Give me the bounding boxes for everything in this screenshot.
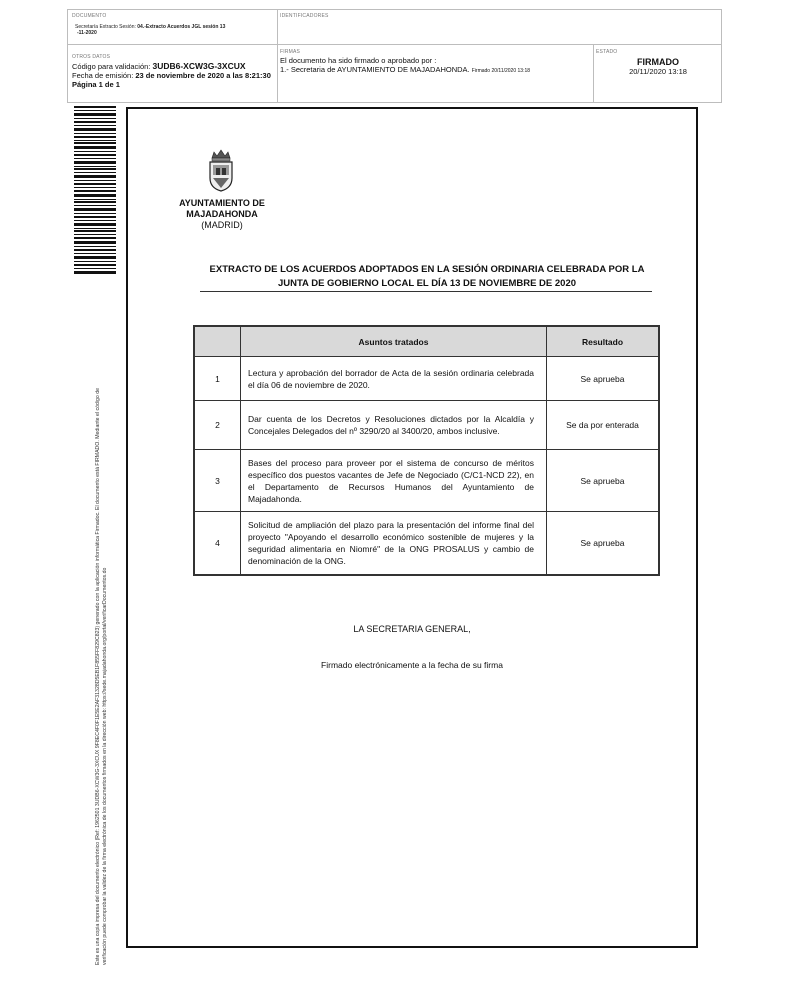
table-row	[194, 450, 659, 512]
signature-role: LA SECRETARIA GENERAL,	[353, 624, 471, 634]
codigo-validacion: Código para validación: 3UDB6-XCW3G-3XCUX	[72, 61, 246, 71]
row-result: Se da por enterada	[547, 401, 660, 450]
estado-date: 20/11/2020 13:18	[629, 67, 687, 76]
header-asuntos: Asuntos tratados	[241, 326, 547, 357]
header-resultado: Resultado	[547, 326, 660, 357]
signature-note: Firmado electrónicamente a la fecha de su firma	[321, 660, 503, 670]
documento-cell	[72, 13, 272, 36]
estado-cell	[596, 49, 720, 76]
documento-value-line2: -11-2020	[77, 30, 97, 36]
pagina: Página 1 de 1	[72, 80, 120, 89]
identificadores-cell	[280, 13, 329, 19]
row-result: Se aprueba	[547, 450, 660, 512]
table-row	[194, 512, 659, 575]
firmas-label: FIRMAS	[280, 49, 301, 55]
barcode	[74, 106, 116, 276]
row-description: Dar cuenta de los Decretos y Resoluciones dictados por la Alcaldía y Concejales Delegados del nº 3290/20 al 3400/20, ambos inclusive.	[241, 401, 547, 450]
document-title: EXTRACTO DE LOS ACUERDOS ADOPTADOS EN LA SESIÓN ORDINARIA CELEBRADA POR LA JUNTA DE GOBIERNO LOCAL EL DÍA 13 DE NOVIEMBRE DE 2020	[209, 264, 645, 289]
agenda-table	[193, 325, 660, 576]
row-number: 2	[194, 401, 241, 450]
documento-label: DOCUMENTO	[72, 13, 107, 19]
row-number: 1	[194, 357, 241, 401]
documento-value: Secretaría Extracto Sesión: 04.-Extracto Acuerdos JGL sesión 13	[75, 24, 226, 30]
firma-entry: 1.- Secretaria de AYUNTAMIENTO DE MAJADAHONDA. Firmado 20/11/2020 13:18	[280, 65, 531, 74]
row-number: 4	[194, 512, 241, 575]
table-row	[194, 401, 659, 450]
title-underline	[200, 291, 652, 292]
row-result: Se aprueba	[547, 357, 660, 401]
otros-datos-label: OTROS DATOS	[72, 54, 111, 60]
organization-name: AYUNTAMIENTO DE MAJADAHONDA (MADRID)	[179, 198, 265, 230]
row-description: Lectura y aprobación del borrador de Acta de la sesión ordinaria celebrada el día 06 de noviembre de 2020.	[241, 357, 547, 401]
table-row	[194, 357, 659, 401]
document-header	[67, 9, 722, 103]
row-result: Se aprueba	[547, 512, 660, 575]
estado-label: ESTADO	[596, 49, 618, 55]
row-description: Solicitud de ampliación del plazo para la presentación del informe final del proyecto "Apoyando el desarrollo económico sostenible de mujeres y la seguridad alimentaria en Niomré" de la ONG PROSALUS y cambio de denominación de la ONG.	[241, 512, 547, 575]
identificadores-label: IDENTIFICADORES	[280, 13, 329, 19]
verification-note: Este es una copia impresa del documento electrónico (Ref: 1962501 3UDB6-XCW3G-3XCUX 9F8EC4F0F1E5E2AF31328D5EB1F855FF829C823) generado con la aplicación informática Firmadoc. El documento está FIRMADO. Mediante el código de verificación puede comprobar la validez de la firma electrónica de los documentos firmados en la dirección web: https://sede.majadahonda.org/portal/verificarDocumentos.do	[95, 388, 108, 965]
firmas-cell	[280, 49, 592, 76]
otros-datos-cell	[72, 54, 276, 89]
fecha-emision: Fecha de emisión: 23 de noviembre de 2020 a las 8:21:30	[72, 71, 271, 80]
coat-of-arms-icon	[207, 148, 235, 193]
row-description: Bases del proceso para proveer por el sistema de concurso de méritos específico dos puestos vacantes de Jefe de Negociado (C/C1-NCD 22), en el Departamento de Recursos Humanos del Ayuntamiento de Majadahonda.	[241, 450, 547, 512]
firmas-text: El documento ha sido firmado o aprobado por :	[280, 56, 437, 65]
header-number	[194, 326, 241, 357]
estado-value: FIRMADO	[637, 57, 679, 67]
row-number: 3	[194, 450, 241, 512]
table-header-row	[194, 326, 659, 357]
